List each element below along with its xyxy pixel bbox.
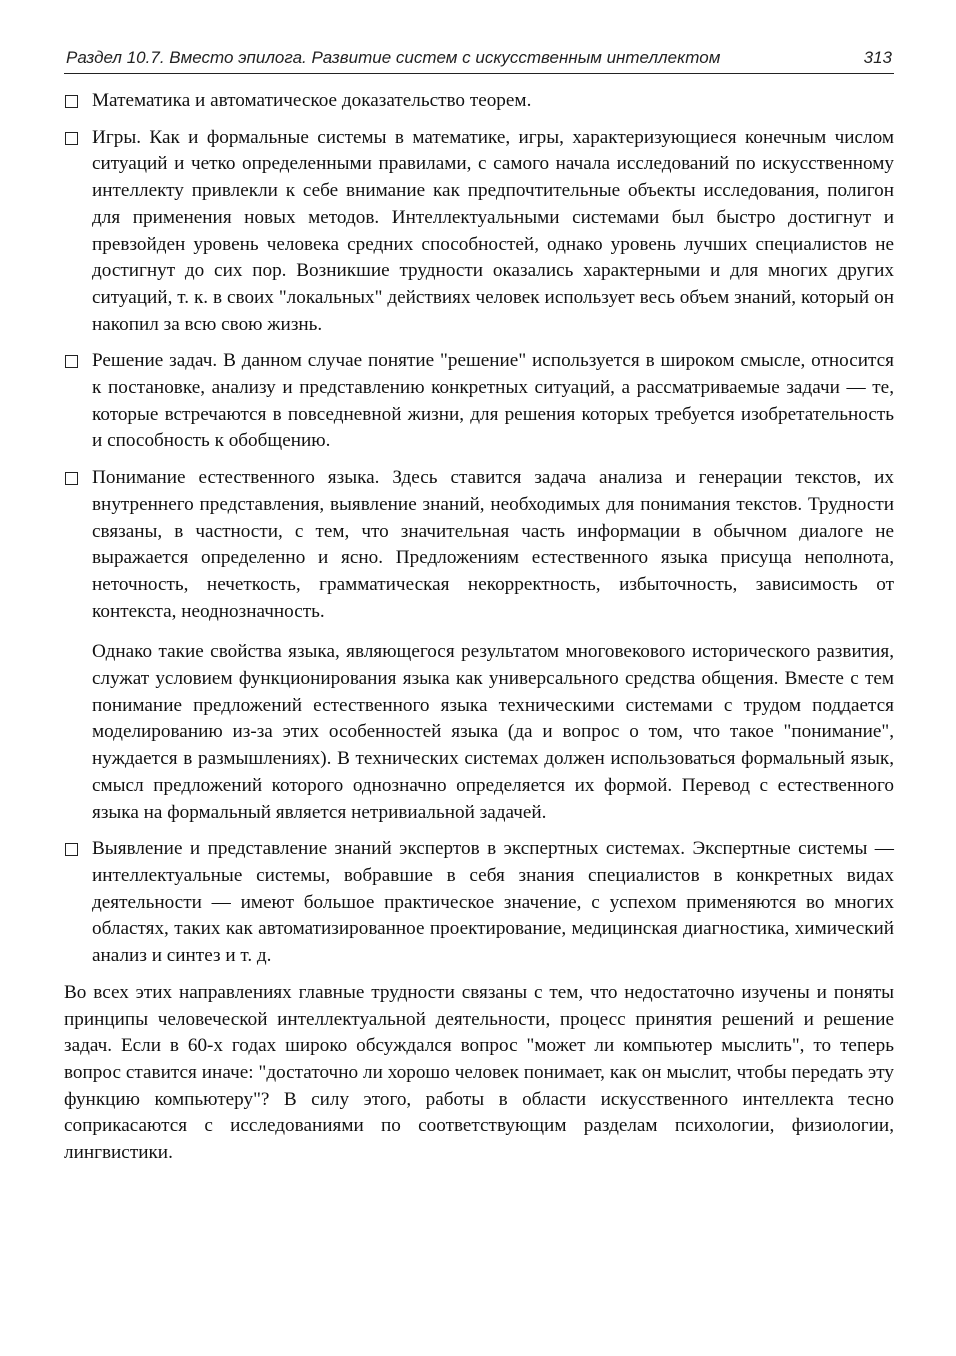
continuation-text: Однако такие свойства языка, являющегося результатом многовекового исторического развития, служат условием функционирования языка как универсального средства общения. Вместе с тем понимание предложений естественного языка техническими системами с трудом поддается моделированию из-за этих особенностей языка (да и вопрос о том, что такое "понимание", нуждается в размышлениях). В технических системах должен использоваться формальный язык, смысл предложений которого однозначно определяется их формой. Перевод с естественного языка на формальный является нетривиальной задачей.	[92, 641, 894, 823]
list-item	[64, 348, 894, 455]
page-body	[64, 88, 894, 1167]
list-item-text: Игры. Как и формальные системы в математике, игры, характеризующиеся конечным числом ситуаций и четко определенными правилами, с самого начала исследований по искусственному интеллекту привлекли к себе внимание как предпочтительные объекты исследования, полигон для применения новых методов. Интеллектуальными системами был быстро достигнут и превзойден уровень человека средних способностей, однако уровень лучших специалистов не достигнут до сих пор. Возникшие трудности оказались характерными и для многих других ситуаций, т. к. в своих "локальных" действиях человек использует весь объем знаний, который он накопил за всю свою жизнь.	[92, 126, 894, 335]
checkbox-bullet-icon	[65, 843, 78, 856]
section-title: Раздел 10.7. Вместо эпилога. Развитие систем с искусственным интеллектом	[66, 48, 721, 67]
list-item-text: Понимание естественного языка. Здесь ставится задача анализа и генерации текстов, их внутреннего представления, выявление знаний, необходимых для понимания текстов. Трудности связаны, в частности, с тем, что значительная часть информации в обычном диалоге не выражается определенно и ясно. Предложениям естественного языка присуща неполнота, неточность, нечеткость, грамматическая некорректность, избыточность, зависимость от контекста, неоднозначность.	[92, 467, 894, 622]
list-item-text: Математика и автоматическое доказательство теорем.	[92, 90, 532, 111]
list-item	[64, 88, 894, 115]
list-item-text: Выявление и представление знаний экспертов в экспертных системах. Экспертные системы — интеллектуальные системы, вобравшие в себя знания специалистов в конкретных видах деятельности — имеют большое практическое значение, с успехом применяются во многих областях, таких как автоматизированное проектирование, медицинская диагностика, химический анализ и синтез и т. д.	[92, 838, 894, 967]
document-page	[64, 48, 894, 1167]
checkbox-bullet-icon	[65, 95, 78, 108]
list-item	[64, 836, 894, 970]
checkbox-bullet-icon	[65, 132, 78, 145]
page-number: 313	[863, 48, 892, 67]
closing-paragraph	[64, 980, 894, 1167]
checkbox-bullet-icon	[65, 472, 78, 485]
running-header	[64, 48, 894, 74]
list-item	[64, 125, 894, 339]
list-item-text: Решение задач. В данном случае понятие "решение" используется в широком смысле, относится к постановке, анализу и представлению конкретных ситуаций, а рассматриваемые задачи — те, которые встречаются в повседневной жизни, для решения которых требуется изобретательность и способность к обобщению.	[92, 350, 894, 452]
list-item	[64, 465, 894, 625]
paragraph-text: Во всех этих направлениях главные трудности связаны с тем, что недостаточно изучены и поняты принципы человеческой интеллектуальной деятельности, процесс принятия решений и решение задач. Если в 60-х годах широко обсуждался вопрос "может ли компьютер мыслить", то теперь вопрос ставится иначе: "достаточно ли хорошо человек понимает, как он мыслит, чтобы передать эту функцию компьютеру"? В силу этого, работы в области искусственного интеллекта тесно соприкасаются с исследованиями по соответствующим разделам психологии, физиологии, лингвистики.	[64, 981, 894, 1164]
list-item-continuation	[64, 639, 894, 826]
checkbox-bullet-icon	[65, 355, 78, 368]
